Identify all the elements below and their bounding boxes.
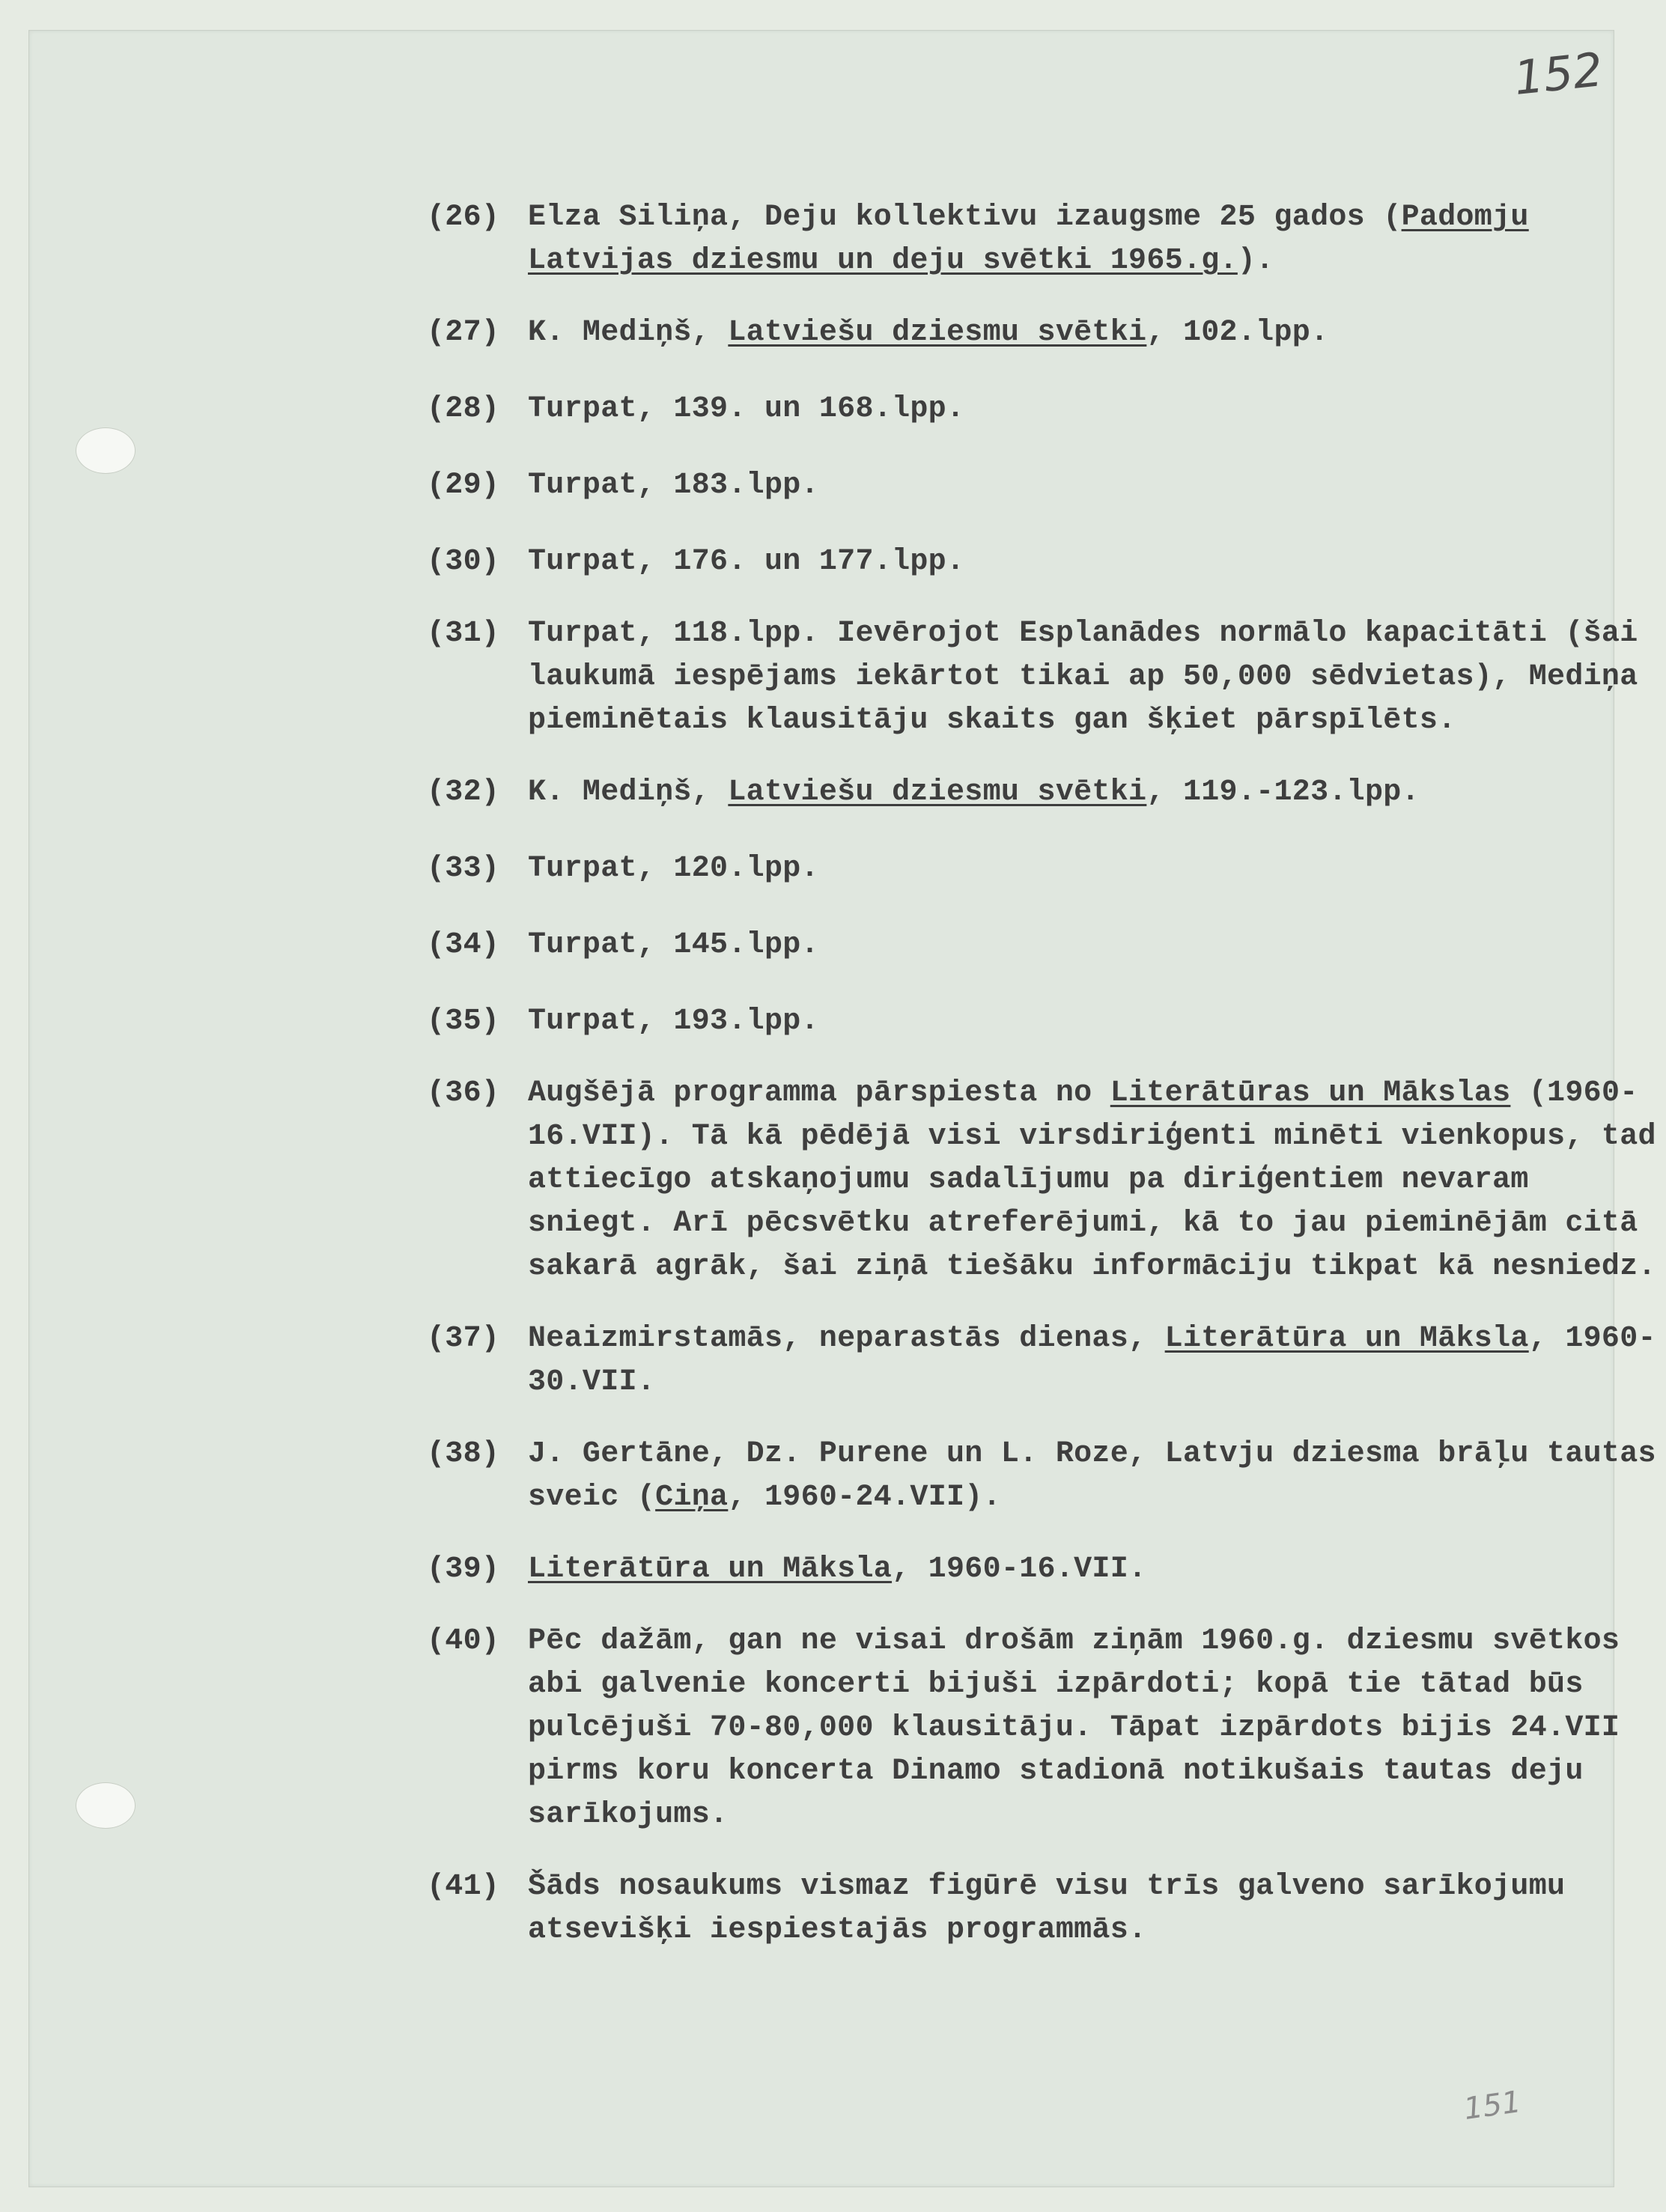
footnote [427, 1433, 1666, 1520]
footnote [427, 1317, 1666, 1404]
footnote-number: (40) [427, 1624, 500, 1658]
footnote-number: (27) [427, 316, 500, 350]
footnote-text [528, 771, 1580, 814]
footnote-text [528, 464, 1580, 508]
footnote [427, 464, 1580, 508]
footnote-run: Turpat, 118.lpp. Ievērojot Esplanādes normālo kapacitāti (šai laukumā iespējams iekārtot tikai ap 50,000 sēdvietas), Mediņa pieminētais klausitāju skaits gan šķiet pārspīlēts. [528, 617, 1638, 737]
cited-title: Literātūras un Mākslas [1110, 1076, 1511, 1110]
footnote-run: Pēc dažām, gan ne visai drošām ziņām 1960.g. dziesmu svētkos abi galvenie koncerti bijuši izpārdoti; kopā tie tātad būs pulcējuši 70-80,000 klausitāju. Tāpat izpārdots bijis 24.VII pirms koru koncerta Dinamo stadionā notikušais tautas deju sarīkojums. [528, 1624, 1620, 1832]
footnote-number: (31) [427, 617, 500, 651]
footnote-text [528, 540, 1580, 584]
footnote [427, 540, 1580, 584]
footnote [427, 311, 1580, 355]
footnote-number: (33) [427, 852, 500, 886]
footnote-number: (38) [427, 1437, 500, 1471]
footnote-text [528, 388, 1580, 431]
footnote-text [528, 1317, 1666, 1404]
footnote-run: Augšējā programma pārspiesta no [528, 1076, 1110, 1110]
footnote [427, 1620, 1666, 1837]
footnote-run: , 1960-30.VII. [528, 1322, 1656, 1399]
footnote [427, 1548, 1580, 1591]
footnote-text [528, 924, 1580, 967]
footnote-number: (34) [427, 928, 500, 962]
cited-title: Ciņa [655, 1481, 729, 1514]
footnote-number: (28) [427, 392, 500, 426]
footnote-run: J. Gertāne, Dz. Purene un L. Roze, Latvju dziesma brāļu tautas sveic ( [528, 1437, 1656, 1514]
footnote [427, 924, 1580, 967]
footnote-run: Šāds nosaukums vismaz figūrē visu trīs galveno sarīkojumu atsevišķi iespiestajās programmās. [528, 1870, 1566, 1947]
footnote [427, 1865, 1666, 1952]
footnote-number: (35) [427, 1005, 500, 1038]
footnote [427, 771, 1580, 814]
footnote-run: , 1960-24.VII). [728, 1481, 1001, 1514]
footnote-run: K. Mediņš, [528, 316, 729, 350]
cited-title: Latviešu dziesmu svētki [728, 776, 1147, 809]
footnote [427, 847, 1580, 891]
footnote-number: (26) [427, 201, 500, 234]
punch-hole-top [76, 427, 136, 474]
footnote-run: , 1960-16.VII. [892, 1553, 1147, 1586]
footnote-text [528, 1072, 1666, 1289]
footnote-text [528, 1865, 1666, 1952]
footnote-run: ). [1237, 244, 1274, 278]
footnote-run: Turpat, 193.lpp. [528, 1005, 819, 1038]
footnote [427, 196, 1666, 283]
cited-title: Literātūra un Māksla [1164, 1322, 1529, 1356]
footnote-run: Turpat, 139. un 168.lpp. [528, 392, 965, 426]
footnote-number: (37) [427, 1322, 500, 1356]
footnote-number: (41) [427, 1870, 500, 1904]
footnote-run: Turpat, 183.lpp. [528, 469, 819, 502]
footnote-number: (39) [427, 1553, 500, 1586]
footnote-run: Elza Siliņa, Deju kollektivu izaugsme 25 gados ( [528, 201, 1402, 234]
footnote [427, 1072, 1666, 1289]
footnote-run: Turpat, 176. un 177.lpp. [528, 545, 965, 579]
footnote-number: (32) [427, 776, 500, 809]
footnote-run: Turpat, 120.lpp. [528, 852, 819, 886]
footnote-run: , 119.-123.lpp. [1146, 776, 1420, 809]
footnote-text [528, 1548, 1580, 1591]
footnote-text [528, 1433, 1666, 1520]
footnote-text [528, 612, 1666, 743]
footnotes-list [427, 196, 1656, 1952]
footnote-run: Turpat, 145.lpp. [528, 928, 819, 962]
footnote-number: (29) [427, 469, 500, 502]
page-number-bottom: 151 [1462, 2084, 1524, 2127]
footnote-number: (36) [427, 1076, 500, 1110]
footnote-run: , 102.lpp. [1146, 316, 1329, 350]
footnote-text [528, 1620, 1666, 1837]
footnote-text [528, 1000, 1580, 1043]
page-number-handwritten: 152 [1511, 42, 1605, 106]
footnote-run: K. Mediņš, [528, 776, 729, 809]
footnote-run: Neaizmirstamās, neparastās dienas, [528, 1322, 1165, 1356]
cited-title: Latviešu dziesmu svētki [728, 316, 1147, 350]
footnote-number: (30) [427, 545, 500, 579]
footnote [427, 388, 1580, 431]
cited-title: Padomju Latvijas dziesmu un deju svētki 1965.g. [528, 201, 1529, 278]
footnote [427, 1000, 1580, 1043]
footnote-run: (1960-16.VII). Tā kā pēdējā visi virsdiriģenti minēti vienkopus, tad attiecīgo atskaņojumu sadalījumu pa diriģentiem nevaram sniegt. Arī pēcsvētku atreferējumi, kā to jau pieminējām citā sakarā agrāk, šai ziņā tiešāku informāciju tikpat kā nesniedz. [528, 1076, 1656, 1284]
cited-title: Literātūra un Māksla [528, 1553, 893, 1586]
footnote-text [528, 196, 1666, 283]
footnote [427, 612, 1666, 743]
footnote-text [528, 311, 1580, 355]
footnote-text [528, 847, 1580, 891]
punch-hole-bottom [76, 1782, 136, 1829]
